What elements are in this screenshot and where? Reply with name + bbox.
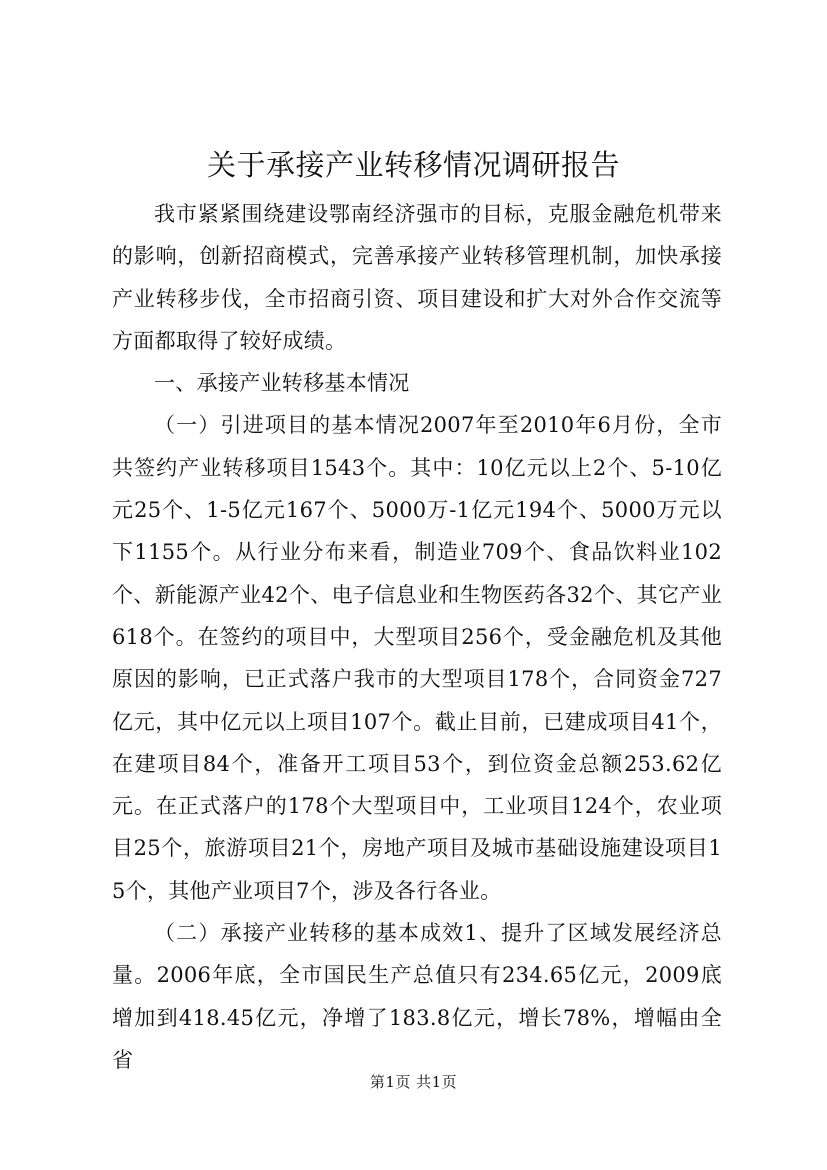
intro-paragraph: 我市紧紧围绕建设鄂南经济强市的目标，克服金融危机带来的影响，创新招商模式，完善承接产业转移管理机制，加快承接产业转移步伐，全市招商引资、项目建设和扩大对外合作交流等方面都取得了较好成绩。 bbox=[112, 202, 722, 353]
page-footer: 第1页 共1页 bbox=[369, 1073, 458, 1091]
results-paragraph: （二）承接产业转移的基本成效1、提升了区域发展经济总量。2006年底，全市国民生产总值只有234.65亿元，2009底增加到418.45亿元，净增了183.8亿元，增长78%，增幅由全省 bbox=[112, 921, 722, 1072]
projects-paragraph: （一）引进项目的基本情况2007年至2010年6月份，全市共签约产业转移项目1543个。其中：10亿元以上2个、5-10亿元25个、1-5亿元167个、5000万-1亿元194个、5000万元以下1155个。从行业分布来看，制造业709个、食品饮料业102个、新能源产业42个、电子信息业和生物医药各32个、其它产业618个。在签约的项目中，大型项目256个，受金融危机及其他原因的影响，已正式落户我市的大型项目178个，合同资金727亿元，其中亿元以上项目107个。截止目前，已建成项目41个，在建项目84个，准备开工项目53个，到位资金总额253.62亿元。在正式落户的178个大型项目中，工业项目124个，农业项目25个，旅游项目21个，房地产项目及城市基础设施建设项目15个，其他产业项目7个，涉及各行各业。 bbox=[112, 413, 722, 903]
section-heading: 一、承接产业转移基本情况 bbox=[154, 371, 410, 396]
document-title: 关于承接产业转移情况调研报告 bbox=[206, 148, 620, 182]
document-body bbox=[112, 193, 722, 1081]
